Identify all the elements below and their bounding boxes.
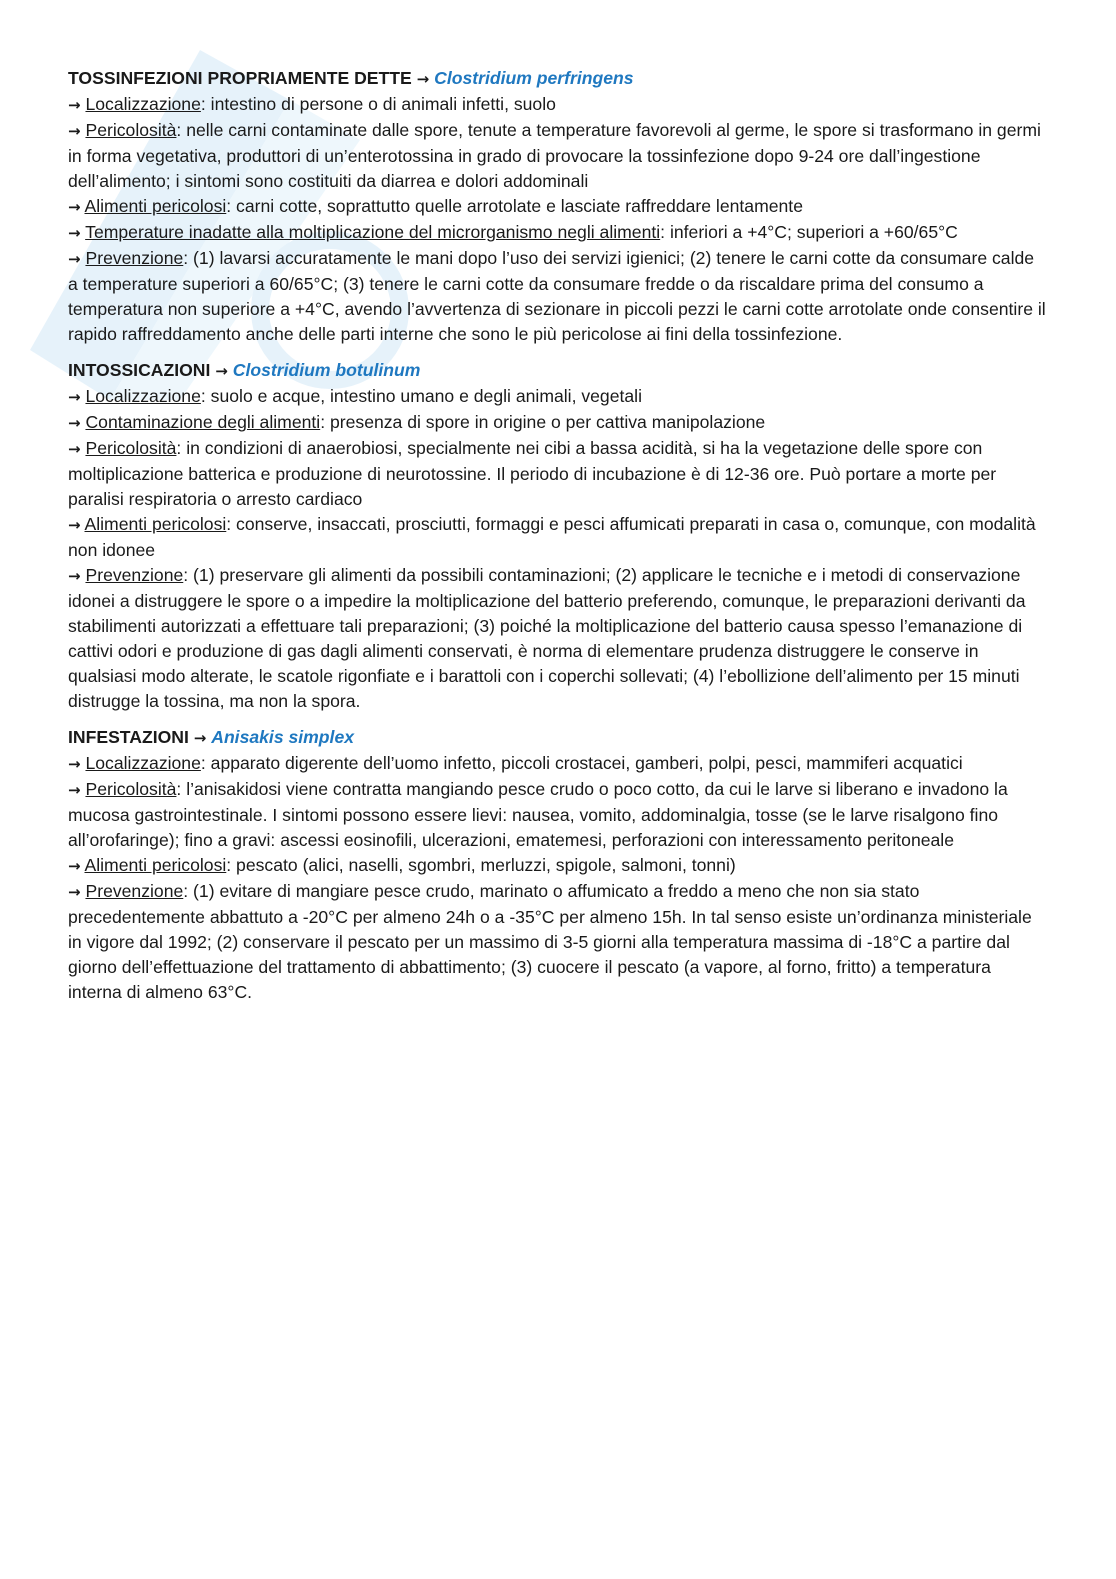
item-label: Pericolosità <box>85 120 177 140</box>
arrow-icon: → <box>416 70 430 88</box>
list-item <box>68 853 1048 879</box>
item-text: : suolo e acque, intestino umano e degli animali, vegetali <box>200 386 642 406</box>
item-text: : apparato digerente dell’uomo infetto, piccoli crostacei, gamberi, polpi, pesci, mammiferi acquatici <box>200 753 963 773</box>
item-text: : l’anisakidosi viene contratta mangiando pesce crudo o poco cotto, da cui le larve si liberano e invadono la mucosa gastrointestinale. I sintomi possono essere lievi: nausea, vomito, addominalgia, tosse (se le larve risalgono fino all’orofaringe); fino a gravi: ascessi eosinofili, ulcerazioni, ematemesi, perforazioni con interessamento peritoneale <box>68 779 1008 850</box>
item-label: Alimenti pericolosi <box>84 514 227 534</box>
section-heading: INTOSSICAZIONI <box>68 360 211 380</box>
section-heading-line <box>68 358 1048 384</box>
item-label: Prevenzione <box>85 881 184 901</box>
section-tossinfezioni <box>68 66 1048 347</box>
arrow-icon: → <box>68 250 81 268</box>
arrow-icon: → <box>68 755 81 773</box>
arrow-icon: → <box>68 857 81 875</box>
list-item <box>68 751 1048 777</box>
section-infestazioni <box>68 725 1048 1005</box>
list-item <box>68 220 1048 246</box>
arrow-icon: → <box>68 883 81 901</box>
item-text: : in condizioni di anaerobiosi, specialmente nei cibi a bassa acidità, si ha la vegetazione delle spore con moltiplicazione batterica e produzione di neurotossine. Il periodo di incubazione è di 12-36 ore. Può portare a morte per paralisi respiratoria o arresto cardiaco <box>68 438 997 509</box>
item-label: Pericolosità <box>85 779 177 799</box>
item-label: Prevenzione <box>85 565 184 585</box>
item-label: Prevenzione <box>85 248 184 268</box>
item-text: : (1) preservare gli alimenti da possibili contaminazioni; (2) applicare le tecniche e i metodi di conservazione idonei a distruggere le spore o a impedire la moltiplicazione del batterio preferendo, comunque, le preparazioni derivanti da stabilimenti autorizzati a effettuare tali preparazioni; (3) poiché la moltiplicazione del batterio causa spesso l’emanazione di cattivi odori e produzione di gas dagli alimenti conservati, è norma di elementare prudenza distruggere le conserve in qualsiasi modo alterate, le scatole rigonfiate e i barattoli con i coperchi sollevati; (4) l’ebollizione dell’alimento per 15 minuti distrugge la tossina, ma non la spora. <box>68 565 1026 711</box>
item-label: Localizzazione <box>85 94 201 114</box>
arrow-icon: → <box>68 440 81 458</box>
list-item <box>68 194 1048 220</box>
arrow-icon: → <box>68 414 81 432</box>
list-item <box>68 246 1048 347</box>
list-item <box>68 563 1048 714</box>
list-item <box>68 92 1048 118</box>
list-item <box>68 436 1048 512</box>
list-item <box>68 384 1048 410</box>
list-item <box>68 410 1048 436</box>
section-heading-line <box>68 725 1048 751</box>
list-item <box>68 512 1048 563</box>
arrow-icon: → <box>68 781 81 799</box>
arrow-icon: → <box>193 729 207 747</box>
item-label: Pericolosità <box>85 438 177 458</box>
item-label: Localizzazione <box>85 753 201 773</box>
list-item <box>68 777 1048 853</box>
item-label: Temperature inadatte alla moltiplicazione del microrganismo negli alimenti <box>85 222 661 242</box>
document-body <box>68 66 1048 1016</box>
arrow-icon: → <box>68 96 81 114</box>
species-name: Anisakis simplex <box>211 727 355 747</box>
section-heading: TOSSINFEZIONI PROPRIAMENTE DETTE <box>68 68 412 88</box>
species-name: Clostridium perfringens <box>434 68 634 88</box>
species-name: Clostridium botulinum <box>232 360 421 380</box>
item-text: : intestino di persone o di animali infetti, suolo <box>200 94 556 114</box>
item-label: Alimenti pericolosi <box>84 855 227 875</box>
arrow-icon: → <box>68 388 81 406</box>
arrow-icon: → <box>215 362 228 380</box>
item-text: : carni cotte, soprattutto quelle arrotolate e lasciate raffreddare lentamente <box>226 196 803 216</box>
arrow-icon: → <box>68 516 81 534</box>
arrow-icon: → <box>68 198 81 216</box>
arrow-icon: → <box>68 122 81 140</box>
item-text: : presenza di spore in origine o per cattiva manipolazione <box>320 412 766 432</box>
item-text: : inferiori a +4°C; superiori a +60/65°C <box>660 222 958 242</box>
item-text: : nelle carni contaminate dalle spore, tenute a temperature favorevoli al germe, le spore si trasformano in germi in forma vegetativa, produttori di un’enterotossina in grado di provocare la tossinfezione dopo 9-24 ore dall’ingestione dell’alimento; i sintomi sono costituiti da diarrea e dolori addominali <box>68 120 1041 191</box>
item-text: : pescato (alici, naselli, sgombri, merluzzi, spigole, salmoni, tonni) <box>226 855 736 875</box>
arrow-icon: → <box>68 567 81 585</box>
section-heading: INFESTAZIONI <box>68 727 189 747</box>
item-label: Contaminazione degli alimenti <box>85 412 321 432</box>
section-intossicazioni <box>68 358 1048 714</box>
list-item <box>68 879 1048 1005</box>
item-label: Localizzazione <box>85 386 201 406</box>
item-text: : (1) lavarsi accuratamente le mani dopo l’uso dei servizi igienici; (2) tenere le carni cotte da consumare calde a temperature superiori a 60/65°C; (3) tenere le carni cotte da consumare fredde o da riscaldare prima del consumo a temperatura non superiore a +4°C, avendo l’avvertenza di sezionare in piccoli pezzi le carni cotte arrotolate onde consentire il rapido raffreddamento anche delle parti interne che sono le più pericolose ai fini della tossinfezione. <box>68 248 1046 344</box>
arrow-icon: → <box>68 224 81 242</box>
item-text: : (1) evitare di mangiare pesce crudo, marinato o affumicato a freddo a meno che non sia stato precedentemente abbattuto a -20°C per almeno 24h o a -35°C per almeno 15h. In tal senso esiste un’ordinanza ministeriale in vigore dal 1992; (2) conservare il pescato per un massimo di 3-5 giorni alla temperatura massima di -18°C a partire dal giorno dell’effettuazione del trattamento di abbattimento; (3) cuocere il pescato (a vapore, al forno, fritto) a temperatura interna di almeno 63°C. <box>68 881 1032 1002</box>
list-item <box>68 118 1048 194</box>
item-label: Alimenti pericolosi <box>84 196 227 216</box>
item-text: : conserve, insaccati, prosciutti, formaggi e pesci affumicati preparati in casa o, comunque, con modalità non idonee <box>68 514 1036 560</box>
section-heading-line <box>68 66 1048 92</box>
